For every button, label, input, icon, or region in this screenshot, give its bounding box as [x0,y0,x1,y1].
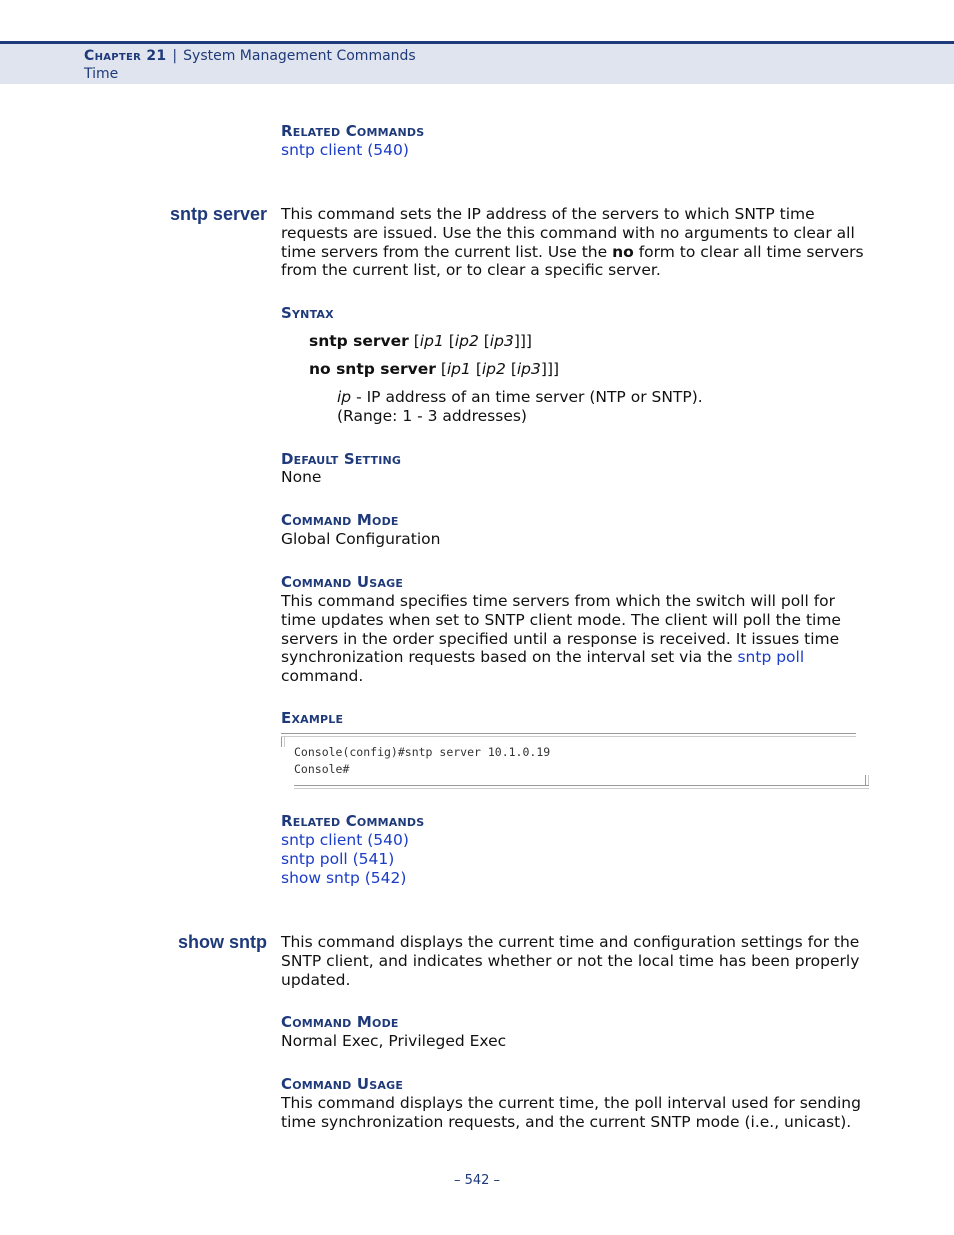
param-ip3: ip3 [489,332,514,350]
command-mode-heading: Command Mode [281,511,399,529]
param-desc: - IP address of an time server (NTP or SNTP). [351,388,703,406]
param-range: (Range: 1 - 3 addresses) [337,406,527,425]
param-ip1: ip1 [419,332,444,350]
code-example-box [281,733,869,789]
code-line: Console(config)#sntp server 10.1.0.19 [294,745,551,759]
related-link-sntp-client[interactable]: sntp client (540) [281,831,409,849]
command-usage-text [281,1094,881,1132]
usage-line [281,648,881,667]
default-setting-value: None [281,468,322,486]
code-example [294,744,550,777]
bracket: [ [505,360,517,378]
desc-text: time servers from the current list. Use the [281,242,613,261]
usage-line: This command specifies time servers from which the switch will poll for [281,592,836,610]
code-box-border [281,737,285,747]
related-link-show-sntp[interactable]: show sntp (542) [281,868,407,887]
syntax-command: no sntp server [309,360,436,378]
chapter-number: Chapter 21 [84,48,167,64]
default-setting-heading: Default Setting [281,450,402,468]
related-links [281,831,409,887]
param-name: ip [337,388,352,406]
related-link[interactable]: sntp client (540) [281,141,409,159]
header-section: Time [84,66,119,82]
bracket: [ [470,360,482,378]
desc-line: This command displays the current time and configuration settings for the [281,933,860,951]
usage-line: time synchronization requests, and the current SNTP mode (i.e., unicast). [281,1112,852,1131]
related-commands-heading: Related Commands [281,812,425,830]
command-mode-value: Normal Exec, Privileged Exec [281,1032,507,1050]
related-link-sntp-poll[interactable]: sntp poll (541) [281,849,395,868]
sntp-server-description [281,205,881,280]
bracket: [ [408,332,420,350]
bracket: [ [478,332,490,350]
header-chapter-line [84,48,416,64]
command-title-show-sntp: show sntp [178,932,267,952]
usage-line: This command displays the current time, the poll interval used for sending [281,1094,861,1112]
desc-line: updated. [281,970,351,989]
example-heading: Example [281,709,344,727]
usage-text: synchronization requests based on the interval set via the [281,648,738,667]
desc-line: SNTP client, and indicates whether or not the local time has been properly [281,951,860,970]
page-header [0,41,954,84]
param-description [337,388,703,426]
header-separator: | [172,48,178,64]
code-box-border [281,733,856,737]
code-box-border [865,775,869,785]
usage-line: command. [281,667,364,686]
bracket: ]]] [540,360,560,378]
page-number: – 542 – [453,1173,501,1188]
bracket: [ [435,360,447,378]
chapter-title: System Management Commands [183,48,416,64]
command-title-sntp-server: sntp server [169,204,267,224]
syntax-line-1 [309,332,532,350]
usage-line: time updates when set to SNTP client mode. The client will poll the time [281,610,841,629]
related-commands-heading: Related Commands [281,122,425,140]
param-ip3: ip3 [516,360,541,378]
desc-text: form to clear all time servers [633,242,864,261]
command-usage-heading: Command Usage [281,573,404,591]
syntax-command: sntp server [309,332,409,350]
syntax-line-2 [309,360,559,378]
usage-line: servers in the order specified until a response is received. It issues time [281,629,840,648]
desc-line: This command sets the IP address of the servers to which SNTP time [281,205,815,223]
code-box-border [294,785,869,789]
code-line: Console# [294,761,350,776]
command-usage-heading: Command Usage [281,1075,404,1093]
sntp-poll-link[interactable]: sntp poll [737,648,805,667]
bracket: ]]] [513,332,532,350]
param-ip2: ip2 [481,360,506,378]
param-ip1: ip1 [446,360,471,378]
syntax-heading: Syntax [281,304,334,322]
param-line [337,388,703,407]
keyword-no: no [612,242,634,261]
command-usage-text [281,592,881,686]
desc-line: from the current list, or to clear a specific server. [281,261,661,280]
desc-line [281,243,881,262]
show-sntp-description [281,933,881,989]
desc-line: requests are issued. Use the this command with no arguments to clear all [281,223,855,242]
param-ip2: ip2 [454,332,479,350]
command-mode-heading: Command Mode [281,1013,399,1031]
bracket: [ [443,332,455,350]
command-mode-value: Global Configuration [281,530,441,548]
